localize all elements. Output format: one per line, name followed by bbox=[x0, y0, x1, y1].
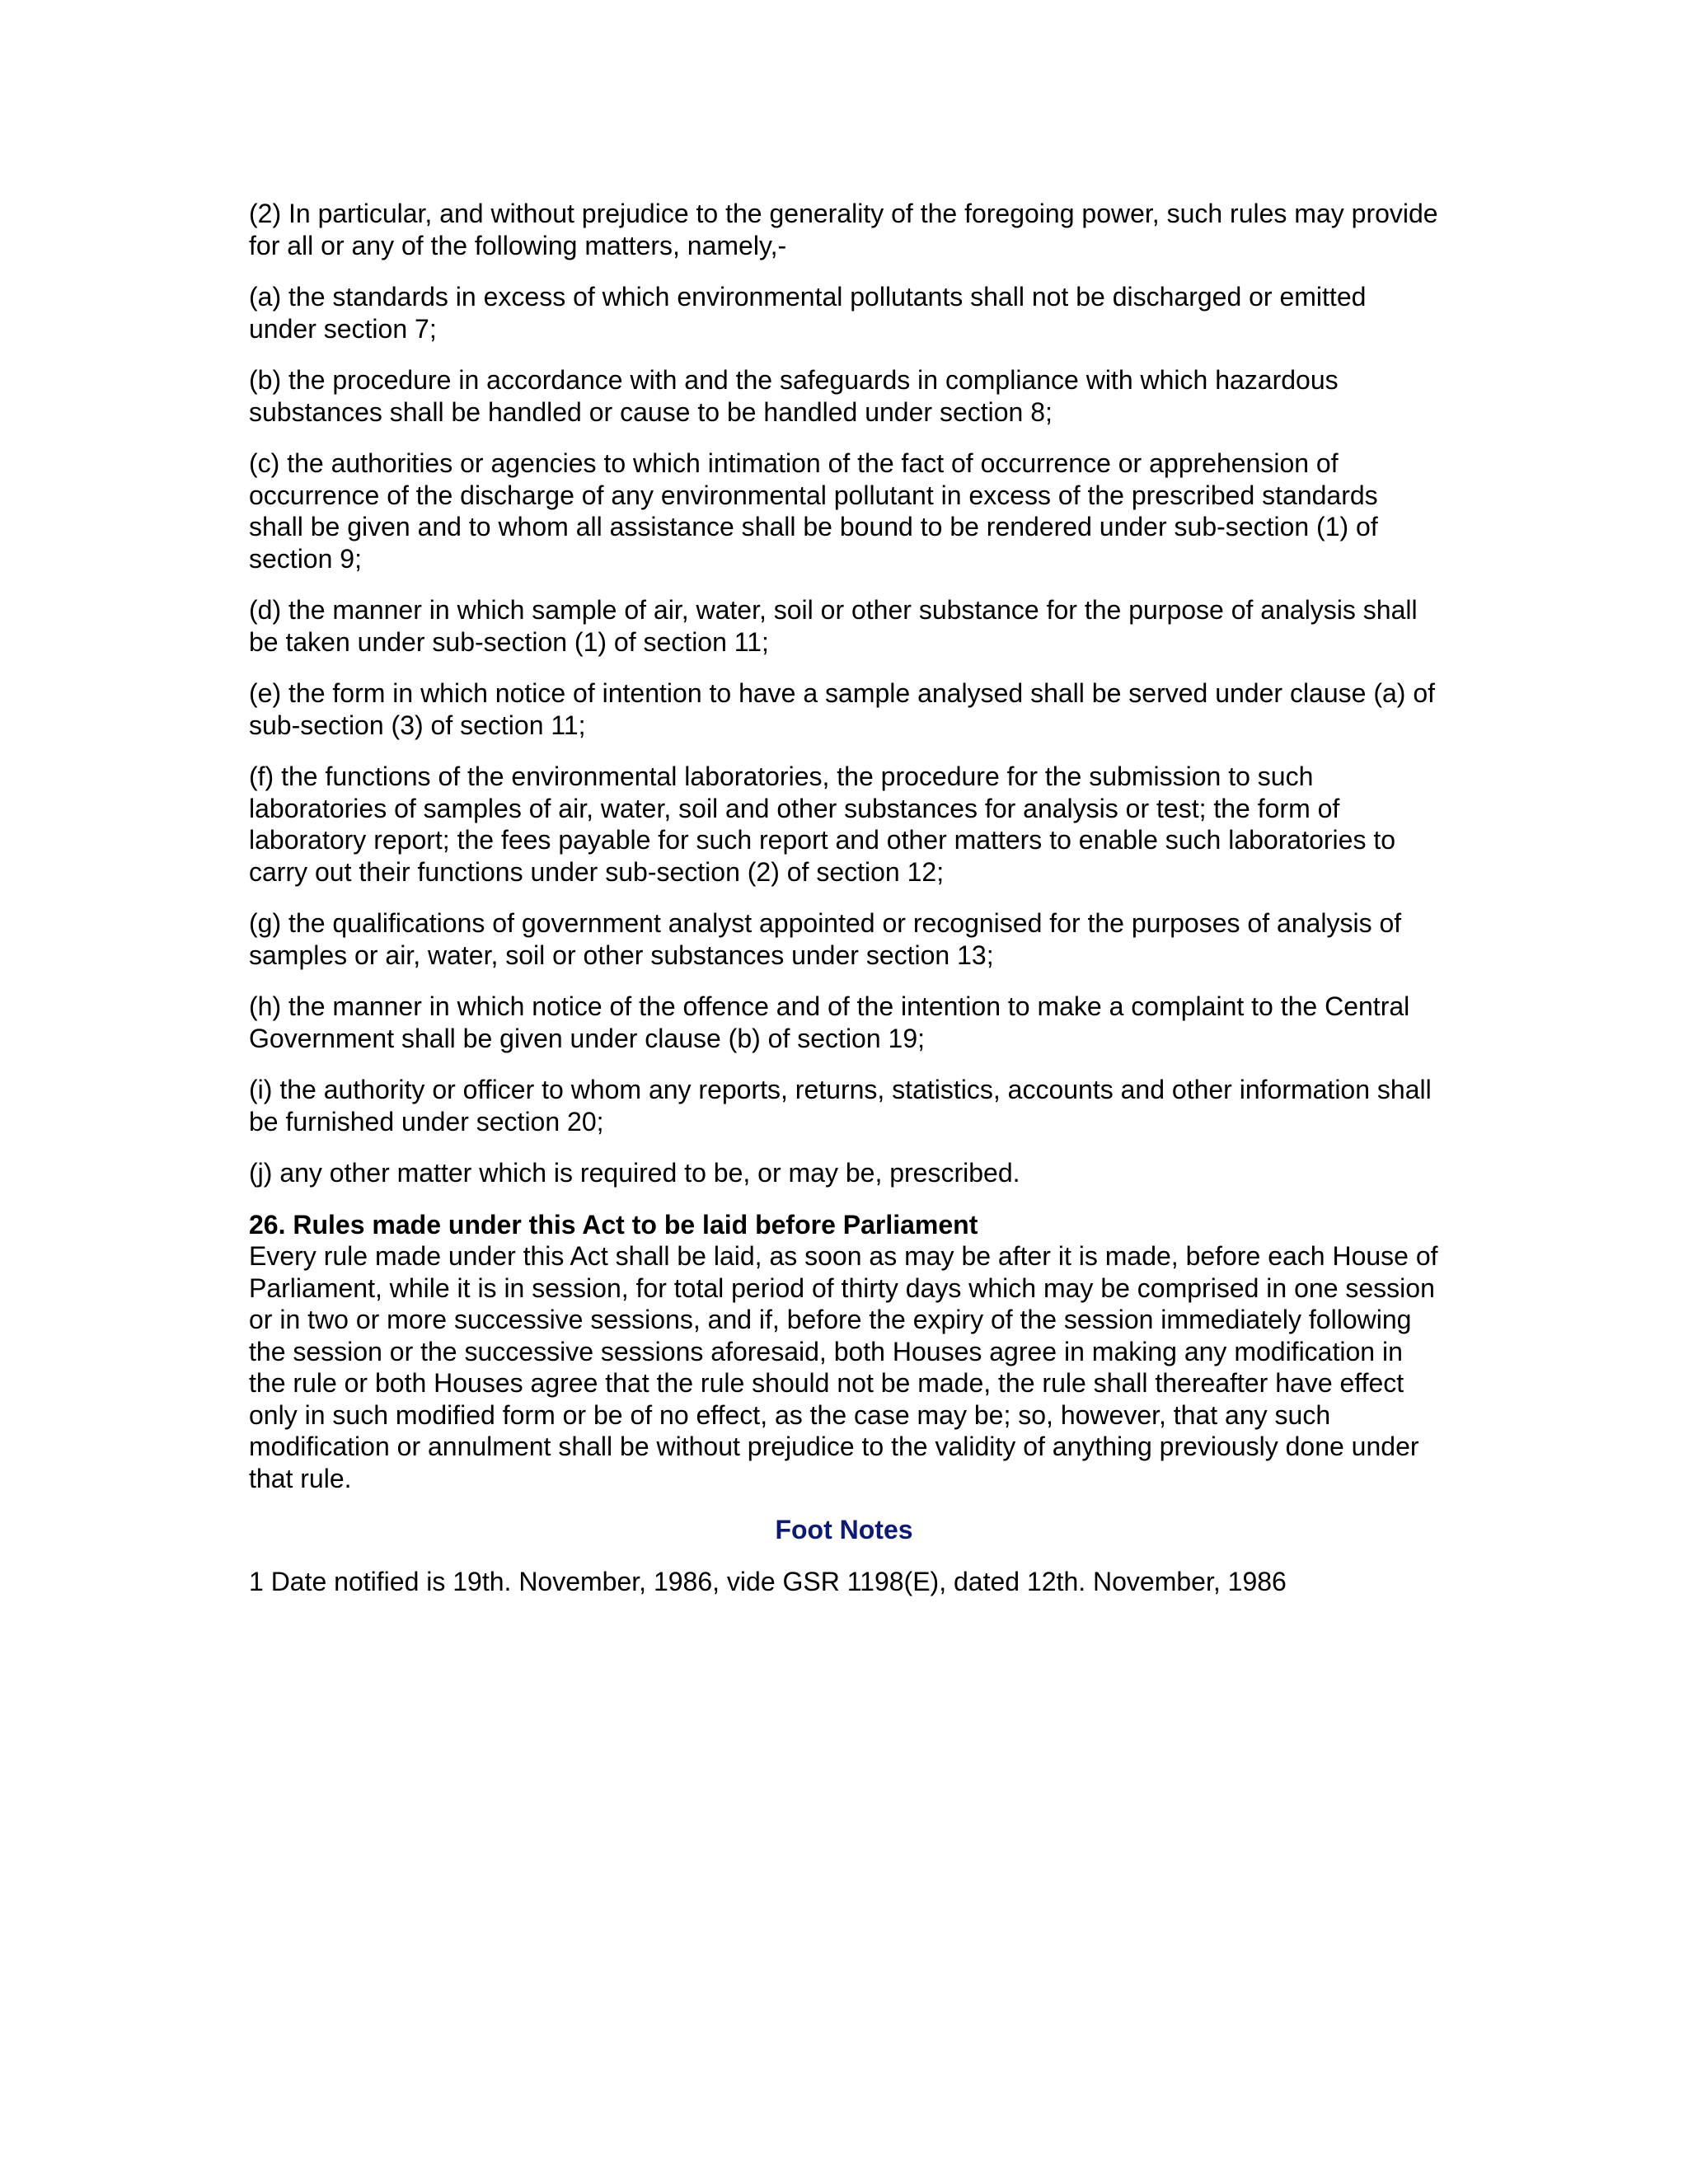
clause-c: (c) the authorities or agencies to which intimation of the fact of occurrence or apprehension of occurrence of the discharge of any environmental pollutant in excess of the prescribed standards shall be given and to whom all assistance shall be bound to be rendered under sub-section (1) of section 9; bbox=[249, 448, 1378, 574]
clause-a: (a) the standards in excess of which environmental pollutants shall not be discharged or emitted under section 7; bbox=[249, 282, 1367, 344]
clause-i: (i) the authority or officer to whom any reports, returns, statistics, accounts and other information shall be furnished under section 20; bbox=[249, 1075, 1432, 1137]
footnote-1: 1 Date notified is 19th. November, 1986, vide GSR 1198(E), dated 12th. November, 1986 bbox=[249, 1566, 1287, 1596]
clause-e: (e) the form in which notice of intention to have a sample analysed shall be served under clause (a) of sub-section (3) of section 11; bbox=[249, 678, 1436, 740]
clause-g: (g) the qualifications of government analyst appointed or recognised for the purposes of analysis of samples or air, water, soil or other substances under section 13; bbox=[249, 908, 1402, 970]
paragraph-subsection-2: (2) In particular, and without prejudice to the generality of the foregoing power, such rules may provide for all or any of the following matters, namely,- bbox=[249, 199, 1438, 260]
section-26-body: Every rule made under this Act shall be laid, as soon as may be after it is made, before each House of Parliament, while it is in session, for total period of thirty days which may be comprised in one session or in two or more successive sessions, and if, before the expiry of the session immediately following the session or the successive sessions aforesaid, both Houses agree in making any modification in the rule or both Houses agree that the rule should not be made, the rule shall thereafter have effect only in such modified form or be of no effect, as the case may be; so, however, that any such modification or annulment shall be without prejudice to the validity of anything previously done under that rule. bbox=[249, 1241, 1438, 1493]
clause-b: (b) the procedure in accordance with and the safeguards in compliance with which hazardous substances shall be handled or cause to be handled under section 8; bbox=[249, 365, 1339, 427]
section-26 bbox=[249, 1209, 1439, 1495]
clause-d: (d) the manner in which sample of air, water, soil or other substance for the purpose of analysis shall be taken under sub-section (1) of section 11; bbox=[249, 595, 1418, 657]
footnotes-title: Foot Notes bbox=[775, 1515, 913, 1544]
document-page bbox=[249, 198, 1439, 1597]
footnotes bbox=[249, 1514, 1439, 1597]
clause-f: (f) the functions of the environmental laboratories, the procedure for the submission to such laboratories of samples of air, water, soil and other substances for analysis or test; the form of laboratory report; the fees payable for such report and other matters to enable such laboratories to carry out their functions under sub-section (2) of section 12; bbox=[249, 762, 1396, 887]
section-26-heading: 26. Rules made under this Act to be laid before Parliament bbox=[249, 1209, 978, 1240]
clause-j: (j) any other matter which is required to be, or may be, prescribed. bbox=[249, 1158, 1020, 1188]
clause-h: (h) the manner in which notice of the offence and of the intention to make a complaint to the Central Government shall be given under clause (b) of section 19; bbox=[249, 991, 1410, 1053]
